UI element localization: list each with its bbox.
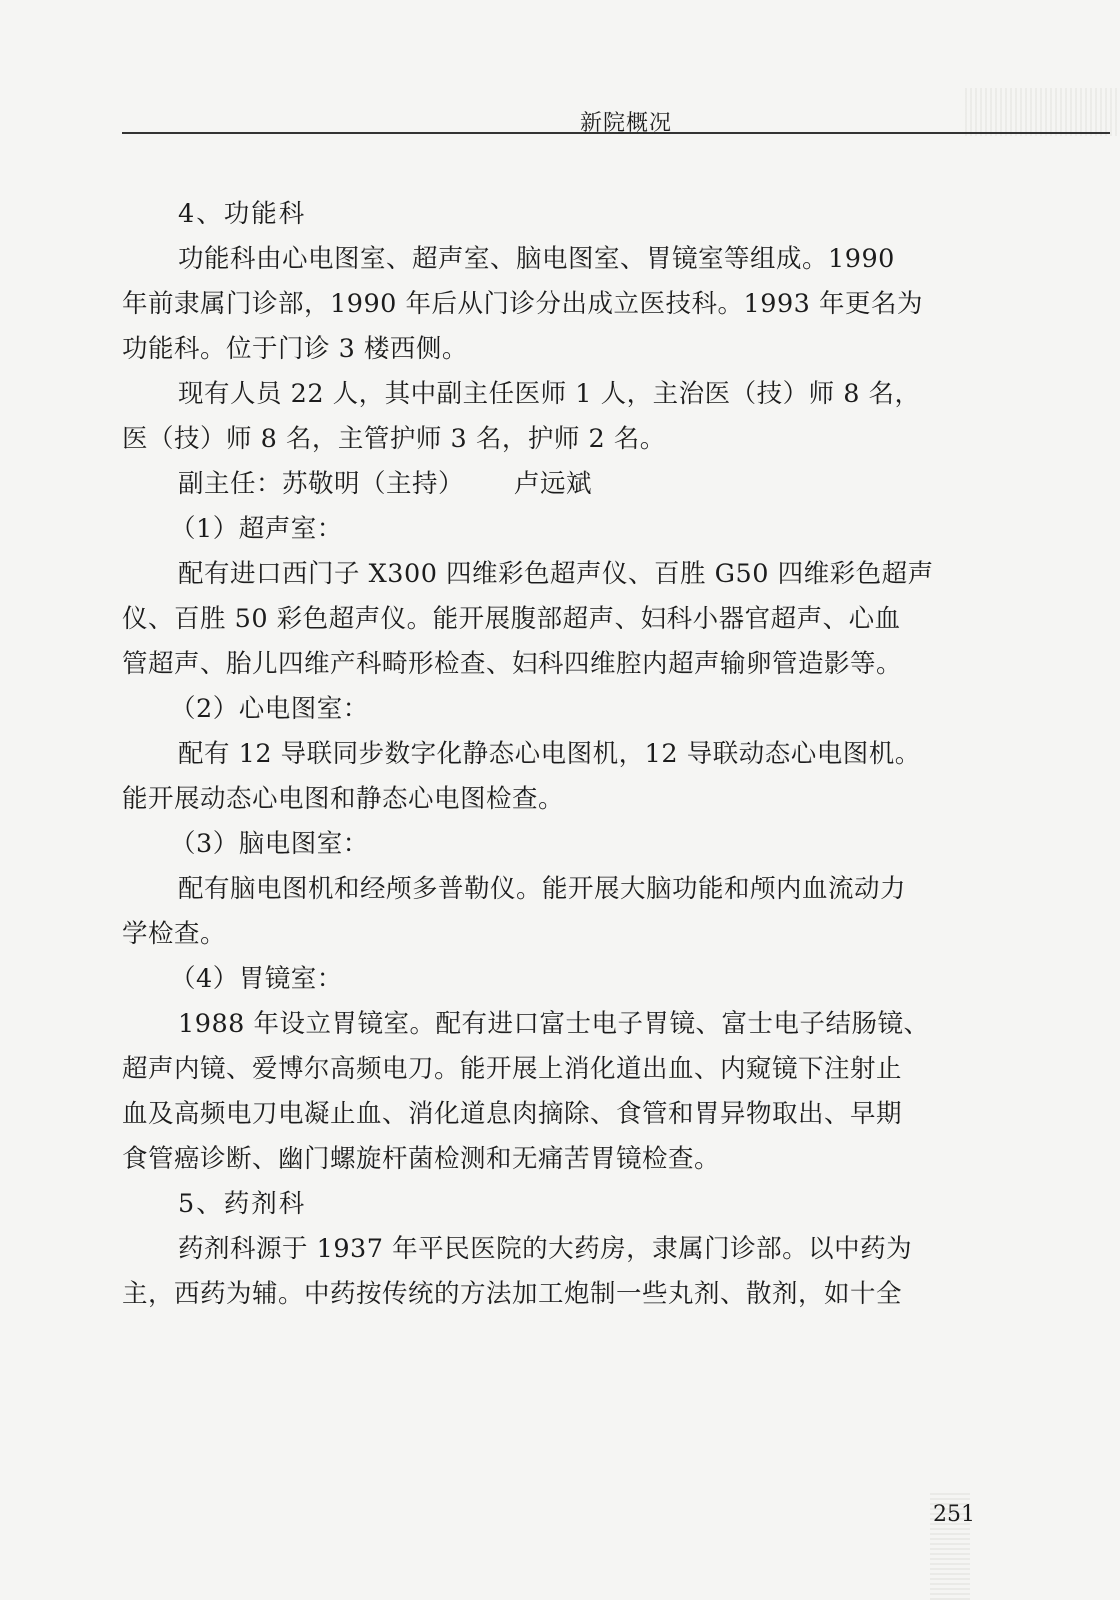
paragraph-line: 年前隶属门诊部，1990 年后从门诊分出成立医技科。1993 年更名为 (122, 289, 924, 319)
section-heading: 4、功能科 (178, 199, 307, 229)
paragraph-line: 功能科。位于门诊 3 楼西侧。 (122, 334, 468, 364)
paragraph-line: 主，西药为辅。中药按传统的方法加工炮制一些丸剂、散剂，如十全 (122, 1279, 903, 1309)
subsection-heading: （2）心电图室： (170, 694, 369, 724)
paragraph-line: 医（技）师 8 名，主管护师 3 名，护师 2 名。 (122, 424, 666, 454)
paragraph-line: 配有 12 导联同步数字化静态心电图机，12 导联动态心电图机。 (178, 739, 921, 769)
paragraph-line: 超声内镜、爱博尔高频电刀。能开展上消化道出血、内窥镜下注射止 (122, 1054, 903, 1084)
paragraph-line: 1988 年设立胃镜室。配有进口富士电子胃镜、富士电子结肠镜、 (178, 1009, 930, 1039)
paragraph-line: 现有人员 22 人，其中副主任医师 1 人，主治医（技）师 8 名， (178, 379, 921, 409)
scan-artifact (965, 88, 1120, 136)
subsection-heading: （3）脑电图室： (170, 829, 369, 859)
paragraph-line: 管超声、胎儿四维产科畸形检查、妇科四维腔内超声输卵管造影等。 (122, 649, 903, 679)
paragraph-line: 药剂科源于 1937 年平民医院的大药房，隶属门诊部。以中药为 (178, 1234, 913, 1264)
subsection-heading: （4）胃镜室： (170, 964, 343, 994)
paragraph-line: 功能科由心电图室、超声室、脑电图室、胃镜室等组成。1990 (178, 244, 895, 274)
paragraph-line: 配有进口西门子 X300 四维彩色超声仪、百胜 G50 四维彩色超声 (178, 559, 934, 589)
header-rule (122, 132, 1110, 134)
deputy-label: 副主任：苏敬明（主持） (178, 469, 465, 499)
deputy-director-line (122, 462, 970, 507)
subsection-heading: （1）超声室： (170, 514, 343, 544)
paragraph-line: 能开展动态心电图和静态心电图检查。 (122, 784, 565, 814)
page-number: 251 (933, 1502, 975, 1527)
section-heading: 5、药剂科 (178, 1189, 307, 1219)
page-body (122, 192, 970, 1317)
deputy-second: 卢远斌 (514, 469, 593, 499)
paragraph-line: 食管癌诊断、幽门螺旋杆菌检测和无痛苦胃镜检查。 (122, 1144, 721, 1174)
paragraph-line: 仪、百胜 50 彩色超声仪。能开展腹部超声、妇科小器官超声、心血 (122, 604, 901, 634)
paragraph-line: 配有脑电图机和经颅多普勒仪。能开展大脑功能和颅内血流动力 (178, 874, 907, 904)
paragraph-line: 血及高频电刀电凝止血、消化道息肉摘除、食管和胃异物取出、早期 (122, 1099, 903, 1129)
paragraph-line: 学检查。 (122, 919, 227, 949)
running-header: 新院概况 (580, 111, 673, 136)
